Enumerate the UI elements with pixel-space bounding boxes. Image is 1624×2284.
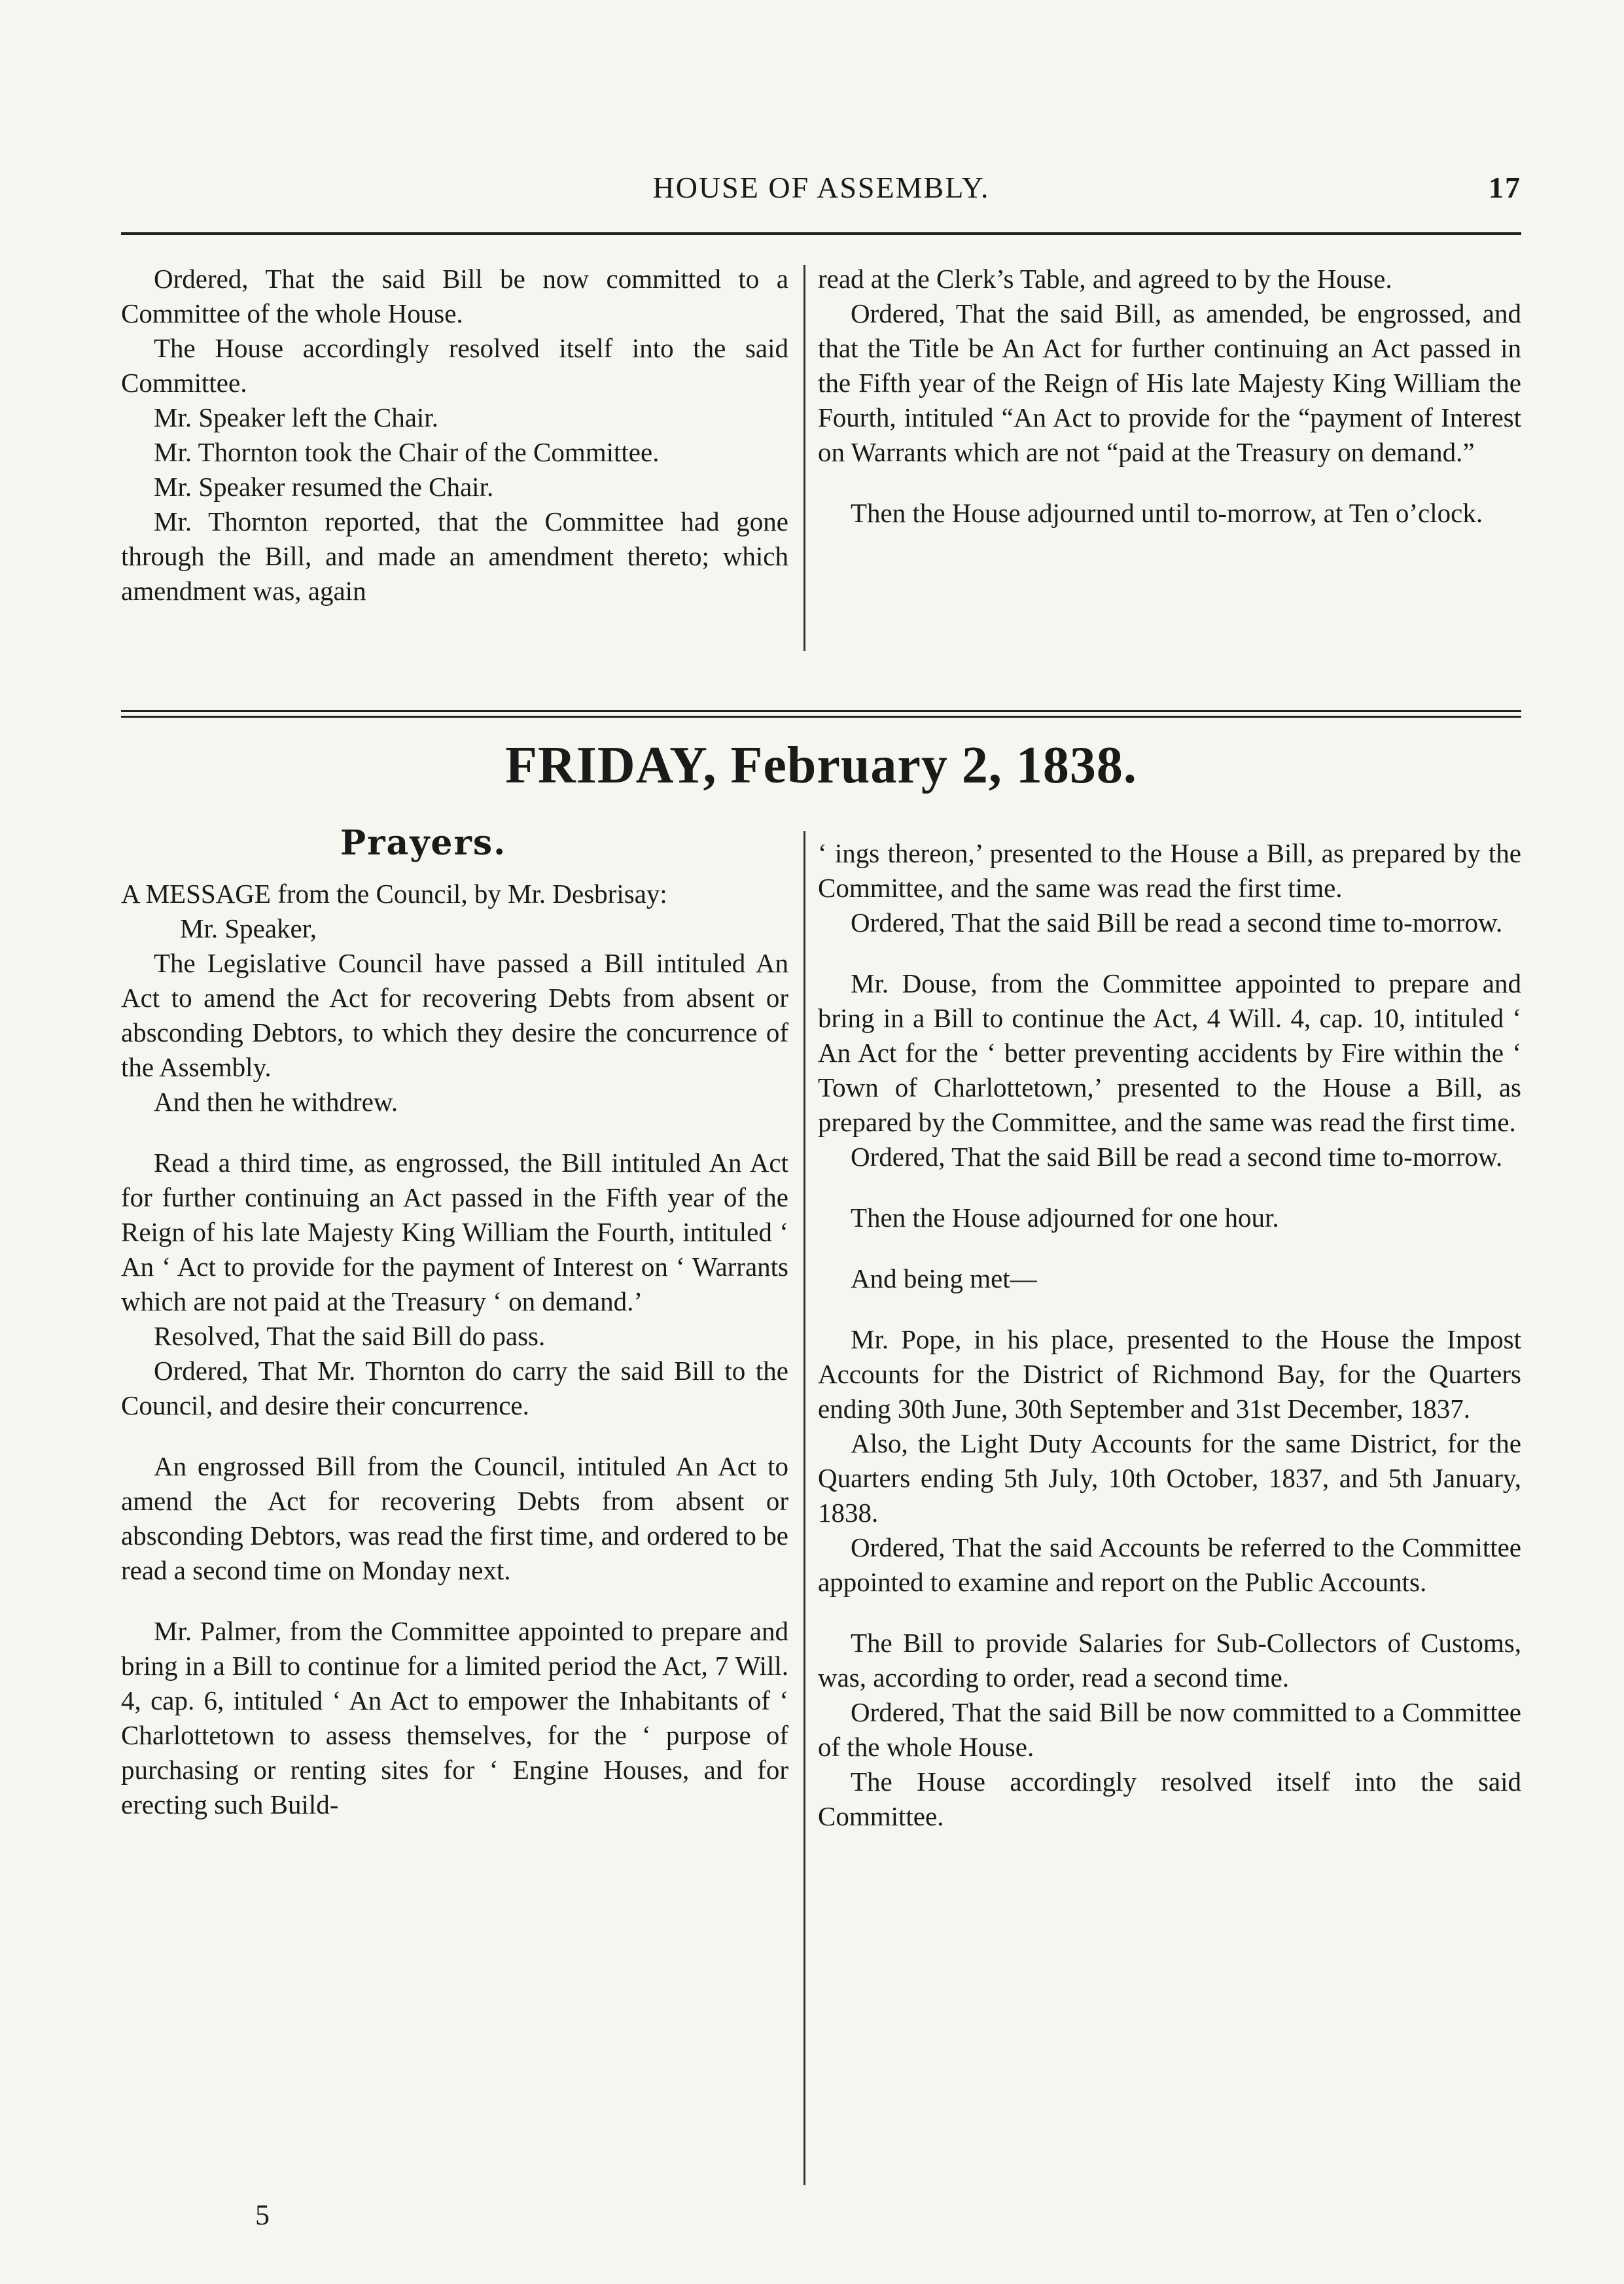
- paragraph: Then the House adjourned until to-morrow, at Ten o’clock.: [851, 498, 1483, 528]
- running-title: HOUSE OF ASSEMBLY.: [652, 171, 990, 204]
- signature-mark: 5: [255, 2199, 270, 2231]
- paragraph: Mr. Pope, in his place, presented to the House the Impost Accounts for the District of Richmond Bay, for the Quarters ending 30th June, 30th September and 31st December, 1837.: [818, 1324, 1521, 1424]
- paragraph: The Legislative Council have passed a Bill intituled An Act to amend the Act for recovering Debts from absent or absconding Debtors, to which they desire the concurrence of the Assembly.: [121, 948, 788, 1082]
- page-number: 17: [1489, 171, 1521, 204]
- paragraph: Resolved, That the said Bill do pass.: [154, 1321, 546, 1351]
- paragraph: Mr. Thornton took the Chair of the Committee.: [154, 437, 660, 467]
- main-right-column: [818, 836, 1521, 1834]
- paragraph: Then the House adjourned for one hour.: [851, 1203, 1279, 1233]
- page-header: [121, 164, 1521, 216]
- main-left-column: [121, 877, 788, 1822]
- column-divider: [803, 265, 805, 651]
- paragraph: Ordered, That the said Accounts be referred to the Committee appointed to examine and report on the Public Accounts.: [818, 1532, 1521, 1597]
- paragraph: The House accordingly resolved itself into the said Committee.: [121, 333, 788, 398]
- paragraph: Ordered, That the said Bill be read a second time to-morrow.: [851, 907, 1503, 938]
- paragraph: Mr. Thornton reported, that the Committee had gone through the Bill, and made an amendment thereto; which amendment was, again: [121, 506, 788, 606]
- prayers-heading: Prayers.: [340, 823, 507, 863]
- paragraph: ‘ ings thereon,’ presented to the House a Bill, as prepared by the Committee, and the same was read the first time.: [818, 838, 1521, 903]
- paragraph: Read a third time, as engrossed, the Bill intituled An Act for further continuing an Act passed in the Fifth year of the Reign of his late Majesty King William the Fourth, intituled ‘ An ‘ Act to provide for the payment of Interest on ‘ Warrants which are not paid at the Treasury ‘ on demand.’: [121, 1148, 788, 1316]
- paragraph: Ordered, That the said Bill, as amended, be engrossed, and that the Title be An Act for further continuing an Act passed in the Fifth year of the Reign of His late Majesty King William the Fourth, intituled “An Act to provide for the “payment of Interest on Warrants which are not “paid at the Treasury on demand.”: [818, 298, 1521, 467]
- paragraph: Mr. Douse, from the Committee appointed to prepare and bring in a Bill to continue the Act, 4 Will. 4, cap. 10, intituled ‘ An Act for the ‘ better preventing accidents by Fire within the ‘ Town of Charlottetown,’ presented to the House a Bill, as prepared by the Committee, and the same was read the first time.: [818, 968, 1521, 1137]
- paragraph: Mr. Speaker resumed the Chair.: [154, 472, 494, 502]
- paragraph: Ordered, That the said Bill be now committed to a Committee of the whole House.: [818, 1697, 1521, 1762]
- paragraph: Ordered, That the said Bill be now committed to a Committee of the whole House.: [121, 264, 788, 328]
- message-paragraph: A MESSAGE from the Council, by Mr. Desbrisay:: [121, 879, 667, 909]
- paragraph: Ordered, That Mr. Thornton do carry the said Bill to the Council, and desire their concurrence.: [121, 1356, 788, 1420]
- paragraph: And then he withdrew.: [154, 1087, 398, 1117]
- paragraph: The Bill to provide Salaries for Sub-Collectors of Customs, was, according to order, read a second time.: [818, 1628, 1521, 1693]
- column-divider: [803, 831, 805, 2185]
- paragraph: And being met—: [851, 1263, 1037, 1293]
- paragraph: read at the Clerk’s Table, and agreed to by the House.: [818, 264, 1392, 294]
- top-left-column: [121, 262, 788, 608]
- salutation: Mr. Speaker,: [180, 913, 317, 943]
- top-right-column: [818, 262, 1521, 531]
- paragraph: Also, the Light Duty Accounts for the same District, for the Quarters ending 5th July, 10th October, 1837, and 5th January, 1838.: [818, 1428, 1521, 1528]
- day-heading: FRIDAY, February 2, 1838.: [505, 737, 1137, 794]
- header-rule: [121, 232, 1521, 235]
- section-rule: [121, 710, 1521, 718]
- paragraph: Mr. Palmer, from the Committee appointed to prepare and bring in a Bill to continue for a limited period the Act, 7 Will. 4, cap. 6, intituled ‘ An Act to empower the Inhabitants of ‘ Charlottetown to assess themselves, for the ‘ purpose of purchasing or renting sites for ‘ Engine Houses, and for erecting such Build-: [121, 1616, 788, 1819]
- paragraph: Mr. Speaker left the Chair.: [154, 402, 438, 432]
- paragraph: Ordered, That the said Bill be read a second time to-morrow.: [851, 1142, 1503, 1172]
- paragraph: An engrossed Bill from the Council, intituled An Act to amend the Act for recovering Debts from absent or absconding Debtors, was read the first time, and ordered to be read a second time on Monday next.: [121, 1451, 788, 1585]
- paragraph: The House accordingly resolved itself into the said Committee.: [818, 1766, 1521, 1831]
